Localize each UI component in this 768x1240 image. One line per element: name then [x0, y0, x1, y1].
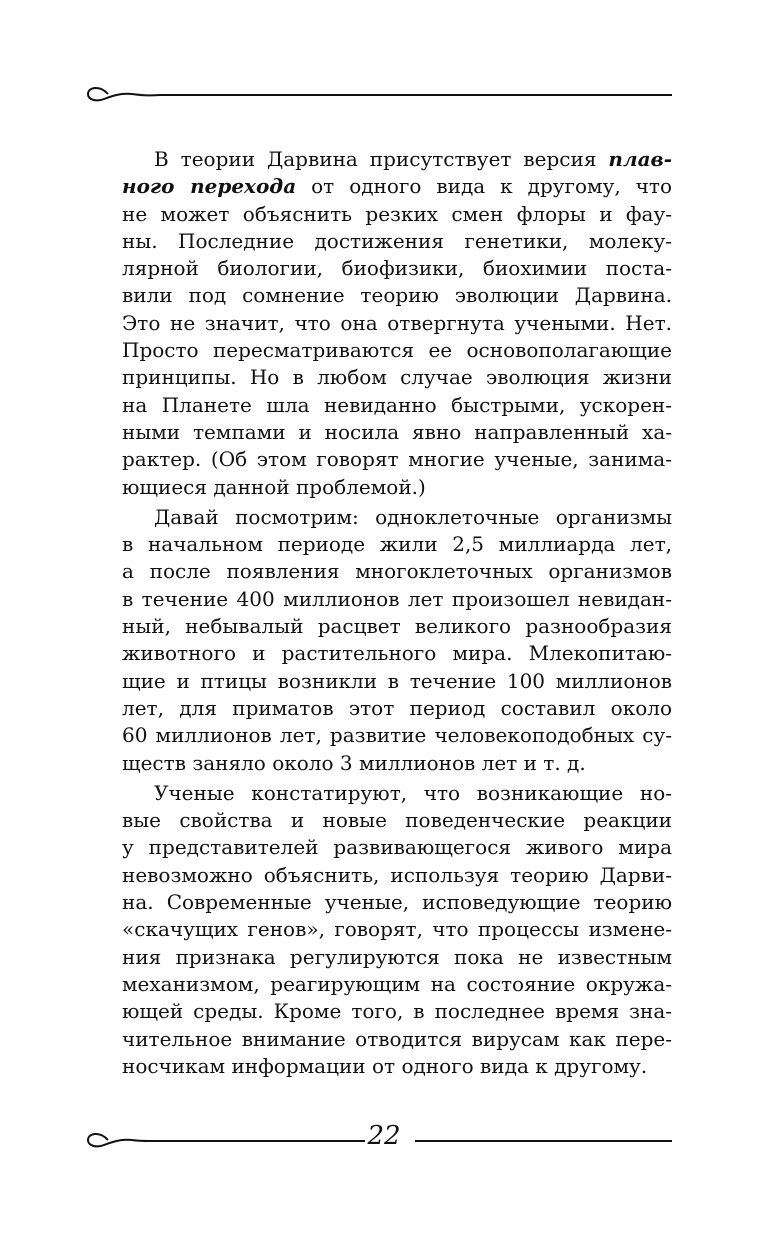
text-line: ными темпами и носила явно направленный ха-	[122, 419, 672, 444]
text-line: в течение 400 миллионов лет произошел невидан-	[122, 586, 672, 611]
text-line: ществ заняло около 3 миллионов лет и т. д.	[122, 750, 586, 775]
text-line: лярной биологии, биофизики, биохимии поста-	[122, 256, 672, 281]
emphasized-term: ного перехода	[122, 174, 297, 199]
paragraph	[122, 146, 672, 501]
text-line: щие и птицы возникли в течение 100 миллионов	[122, 668, 672, 693]
top-ornament-rule	[0, 82, 768, 110]
text-line: рактер. (Об этом говорят многие ученые, занима-	[122, 447, 672, 472]
text-line: 60 миллионов лет, развитие человекоподобных су-	[122, 723, 672, 748]
text-line: Давай посмотрим: одноклеточные организмы	[154, 504, 672, 529]
text-line: ющей среды. Кроме того, в последнее время зна-	[122, 999, 672, 1024]
text-line	[122, 173, 672, 200]
text-line: чительное внимание отводится вирусам как пере-	[122, 1026, 672, 1051]
body-text	[122, 146, 672, 1080]
text-line: у представителей развивающегося живого мира	[122, 835, 672, 860]
text-line: механизмом, реагирующим на состояние окружа-	[122, 971, 672, 996]
text-line: Это не значит, что она отвергнута учеными. Нет.	[122, 310, 672, 335]
text-line: на. Современные ученые, исповедующие теорию	[122, 890, 672, 915]
text-line: вили под сомнение теорию эволюции Дарвина.	[122, 283, 672, 308]
emphasized-term: плав-	[608, 147, 672, 171]
text-line: в начальном периоде жили 2,5 миллиарда лет,	[122, 532, 672, 557]
text-line: невозможно объяснить, используя теорию Дарви-	[122, 862, 672, 887]
text-line: вые свойства и новые поведенческие реакции	[122, 808, 672, 833]
text-line: Просто пересматриваются ее основополагающие	[122, 338, 672, 363]
page-number: 22	[367, 1121, 401, 1151]
text-line: ния признака регулируются пока не известным	[122, 944, 672, 969]
text-line: а после появления многоклеточных организмов	[122, 559, 672, 584]
text-fragment: В теории Дарвина присутствует версия	[154, 147, 609, 171]
text-line: «скачущих генов», говорят, что процессы измене-	[122, 917, 672, 942]
text-line: носчикам информации от одного вида к другому.	[122, 1053, 648, 1078]
text-line: Ученые констатируют, что возникающие но-	[154, 780, 672, 805]
text-line: лет, для приматов этот период составил около	[122, 695, 672, 720]
text-line: ны. Последние достижения генетики, молеку-	[122, 228, 672, 253]
paragraph	[122, 780, 672, 1080]
text-fragment: от одного вида к другому, что	[296, 174, 673, 199]
text-line: не может объяснить резких смен флоры и фау-	[122, 201, 672, 226]
paragraph	[122, 504, 672, 777]
text-line: животного и растительного мира. Млекопитаю-	[122, 641, 672, 666]
text-line: ный, небывалый расцвет великого разнообразия	[122, 614, 672, 639]
text-line: ющиеся данной проблемой.)	[122, 474, 426, 499]
text-line: принципы. Но в любом случае эволюция жизни	[122, 365, 672, 390]
text-line: на Планете шла невиданно быстрыми, ускорен-	[122, 392, 672, 417]
text-line	[122, 146, 672, 173]
